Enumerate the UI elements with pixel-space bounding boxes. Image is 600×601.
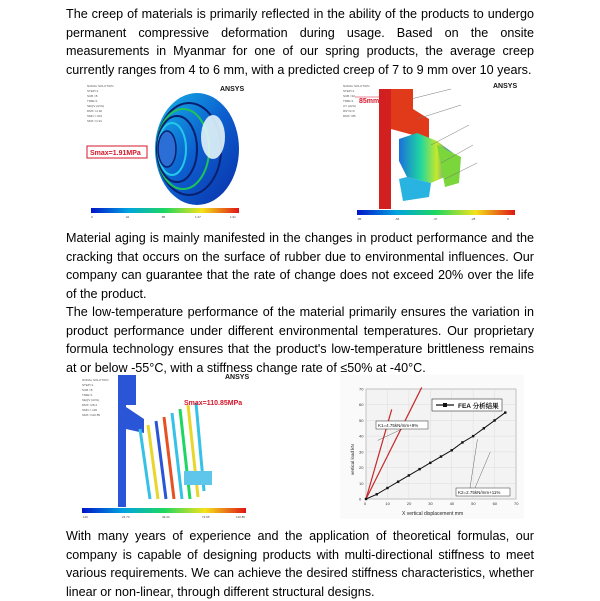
svg-text:-47: -47	[433, 217, 438, 221]
fea-data-point	[483, 427, 485, 429]
svg-text:.85: .85	[161, 215, 166, 219]
x-axis-label: X vertical displacement mm	[402, 511, 464, 517]
svg-text:SUB =8: SUB =8	[87, 94, 98, 98]
color-legend-bar	[357, 210, 515, 215]
k2-annotation: K2=2.75kN/mm+11%	[458, 490, 501, 495]
svg-text:-85: -85	[357, 217, 362, 221]
ansys-logo: ANSYS	[225, 374, 250, 381]
svg-text:NODAL SOLUTION: NODAL SOLUTION	[87, 84, 114, 88]
ansys-logo: ANSYS	[493, 83, 518, 90]
spring-model-render	[155, 93, 239, 205]
y-tick-label: 20	[359, 465, 364, 471]
svg-text:STEP=1: STEP=1	[82, 383, 94, 387]
aging-paragraph: Material aging is mainly manifested in the changes in product performance and the cracking that occurs on the surface of rubber due to environmental influences. Our company can guarantee that the rate of change does not exceed 20% over the life of the product.	[66, 231, 534, 301]
svg-text:STEP=1: STEP=1	[343, 89, 355, 93]
x-tick-label: 50	[471, 501, 476, 506]
y-tick-label: 70	[359, 386, 364, 392]
fea-data-point	[440, 455, 442, 457]
svg-text:TIME=1: TIME=1	[82, 393, 93, 397]
color-legend-bar	[91, 208, 239, 213]
svg-text:0: 0	[507, 217, 509, 221]
svg-text:1.91: 1.91	[230, 215, 236, 219]
svg-text:SEQV (AVG): SEQV (AVG)	[82, 398, 100, 402]
k1-annotation: K1=4.75kN/mm+9%	[378, 423, 419, 428]
section-model-render	[355, 89, 477, 209]
legend-point-marker	[443, 403, 447, 407]
svg-text:-28: -28	[471, 217, 476, 221]
x-tick-label: 60	[492, 501, 498, 506]
y-axis-label: vertical load kN	[350, 444, 355, 475]
svg-text:TIME=1: TIME=1	[343, 99, 354, 103]
dimension-label: 85mm	[359, 98, 380, 105]
x-tick-label: 70	[514, 501, 519, 506]
svg-text:DMX =4.92: DMX =4.92	[87, 109, 103, 113]
fea-data-point	[451, 449, 453, 451]
x-tick-label: 40	[449, 501, 455, 506]
section-model-render	[118, 375, 212, 507]
ansys-header-text	[87, 84, 113, 123]
x-tick-label: 10	[385, 501, 390, 506]
max-stress-label: Smax=1.91MPa	[90, 150, 141, 157]
fea-data-point	[493, 419, 495, 421]
legend-label: FEA 分析结果	[458, 403, 499, 410]
svg-text:RSYS=0: RSYS=0	[343, 109, 355, 113]
fea-section-figure-2	[341, 79, 521, 224]
svg-text:.126: .126	[82, 515, 88, 519]
fea-data-point	[504, 411, 506, 413]
svg-text:UY (AVG): UY (AVG)	[343, 104, 357, 108]
svg-text:-66: -66	[395, 217, 400, 221]
svg-text:0: 0	[91, 215, 93, 219]
svg-text:DMX =85: DMX =85	[343, 114, 356, 118]
fea-data-point	[429, 462, 431, 464]
svg-text:STEP=1: STEP=1	[87, 89, 99, 93]
svg-text:SMN =.001: SMN =.001	[87, 114, 103, 118]
svg-text:1.27: 1.27	[195, 215, 201, 219]
load-displacement-chart	[340, 375, 524, 519]
y-tick-label: 0	[359, 496, 362, 502]
fea-stress-figure-3	[80, 373, 250, 520]
y-tick-label: 60	[359, 402, 364, 408]
x-tick-label: 20	[406, 501, 412, 506]
y-tick-label: 50	[359, 417, 364, 423]
x-tick-label: 0	[364, 501, 367, 506]
creep-paragraph: The creep of materials is primarily reflected in the ability of the products to undergo permanent compressive deformation during usage. Based on the onsite measurements in Myanmar for one of our spring products, the average creep currently ranges from 4 to 6 mm, with a predicted creep of 7 to 9 mm over 10 years.	[66, 7, 534, 77]
fea-data-point	[418, 468, 420, 470]
x-tick-label: 30	[428, 501, 433, 506]
stiffness-paragraph: With many years of experience and the application of theoretical formulas, our company is capable of designing products with multi-directional stiffness to meet various requirements. We can achieve the desired stiffness characteristics, whether linear or non-linear, through different structural designs.	[66, 529, 534, 599]
ansys-logo: ANSYS	[220, 86, 245, 93]
fea-data-point	[472, 435, 474, 437]
svg-text:.42: .42	[125, 215, 130, 219]
svg-text:SMX =1.91: SMX =1.91	[87, 119, 102, 123]
fea-data-point	[408, 474, 410, 476]
fea-stress-figure-1	[85, 77, 245, 221]
svg-text:NODAL SOLUTION: NODAL SOLUTION	[343, 84, 370, 88]
svg-text:49.34: 49.34	[162, 515, 170, 519]
fea-data-point	[386, 487, 388, 489]
fea-data-point	[397, 481, 399, 483]
svg-text:73.95: 73.95	[202, 515, 210, 519]
y-tick-label: 30	[359, 449, 364, 455]
svg-text:SUB =10: SUB =10	[343, 94, 356, 98]
svg-text:TIME=1: TIME=1	[87, 99, 98, 103]
fea-data-point	[461, 441, 463, 443]
svg-text:SEQV (AVG): SEQV (AVG)	[87, 104, 105, 108]
svg-text:DMX =28.4: DMX =28.4	[82, 403, 98, 407]
y-tick-label: 10	[359, 480, 364, 486]
svg-text:24.73: 24.73	[122, 515, 130, 519]
svg-text:SUB =8: SUB =8	[82, 388, 93, 392]
low-temperature-paragraph: The low-temperature performance of the material primarily ensures the variation in product performance under different environmental temperatures. Our proprietary formula technology ensures that the product's low-temperature brittleness remains at or below -55°C, with a stiffness change rate of ≤50% at -40°C.	[66, 305, 534, 375]
fea-data-point	[365, 498, 367, 500]
fea-data-point	[376, 493, 378, 495]
ansys-header-text	[82, 378, 108, 417]
svg-text:SMX =110.85: SMX =110.85	[82, 413, 101, 417]
color-legend-bar	[82, 508, 246, 513]
y-tick-label: 40	[359, 433, 364, 439]
svg-text:NODAL SOLUTION: NODAL SOLUTION	[82, 378, 109, 382]
svg-text:110.85: 110.85	[236, 515, 245, 519]
max-stress-label: Smax=110.85MPa	[184, 400, 243, 407]
svg-text:SMN =.126: SMN =.126	[82, 408, 98, 412]
